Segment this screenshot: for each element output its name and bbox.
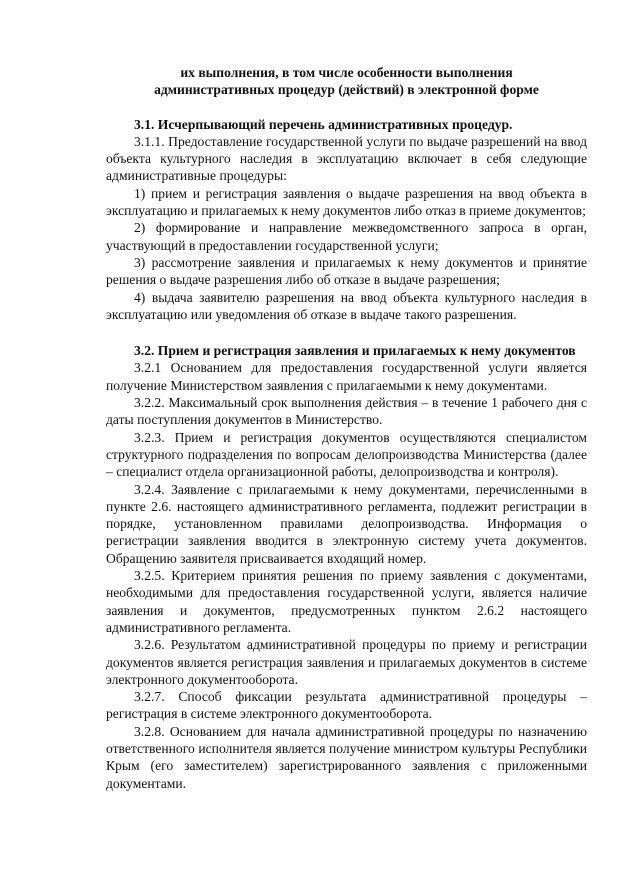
paragraph-3-1-1: 3.1.1. Предоставление государственной услуги по выдаче разрешений на ввод объекта культурного наследия в эксплуатацию включает в себя следующие административные процедуры: [106, 133, 587, 184]
spacer [106, 323, 587, 342]
paragraph-3-2-4: 3.2.4. Заявление с прилагаемыми к нему документами, перечисленными в пункте 2.6. настоящего административного регламента, подлежит регистрации в порядке, установленном правилами делопроизводства. Информация о регистрации заявления вводится в электронную систему учета документов. Обращению заявителя присваивается входящий номер. [106, 481, 587, 566]
paragraph-3-2-8: 3.2.8. Основанием для начала административной процедуры по назначению ответственного исполнителя является получение министром культуры Республики Крым (его заместителем) зарегистрированного заявления с приложенными документами. [106, 723, 587, 791]
section-3-1-title: 3.1. Исчерпывающий перечень административных процедур. [134, 116, 513, 132]
paragraph-3-2-7: 3.2.7. Способ фиксации результата административной процедуры – регистрация в системе электронного документооборота. [106, 689, 587, 722]
paragraph-3-2-1: 3.2.1 Основанием для предоставления государственной услуги является получение Министерством заявления с прилагаемыми к нему документами. [106, 360, 587, 393]
paragraph-3-2-3: 3.2.3. Прием и регистрация документов осуществляются специалистом структурного подразделения по вопросам делопроизводства Министерства (далее – специалист отдела организационной работы, делопроизводства и контроля). [106, 429, 587, 480]
list-item-2: 2) формирование и направление межведомственного запроса в орган, участвующий в предоставлении государственной услуги; [106, 220, 587, 253]
document-page [106, 64, 587, 792]
list-item-1: 1) прием и регистрация заявления о выдаче разрешения на ввод объекта в эксплуатацию и прилагаемых к нему документов либо отказ в приеме документов; [106, 185, 587, 219]
list-item-4: 4) выдача заявителю разрешения на ввод объекта культурного наследия в эксплуатацию или уведомления об отказе в выдаче такого разрешения. [106, 289, 587, 322]
section-heading-line-2: административных процедур (действий) в электронной форме [154, 82, 539, 98]
paragraph-3-2-5: 3.2.5. Критерием принятия решения по приему заявления с документами, необходимыми для предоставления государственной услуги, является наличие заявления и документов, предусмотренных пунктом 2.6.2 настоящего административного регламента. [106, 568, 587, 635]
spacer [106, 99, 587, 116]
paragraph-3-2-2: 3.2.2. Максимальный срок выполнения действия – в течение 1 рабочего дня с даты поступления документов в Министерство. [106, 395, 587, 428]
paragraph-3-2-6: 3.2.6. Результатом административной процедуры по приему и регистрации документов является регистрация заявления и прилагаемых документов в системе электронного документооборота. [106, 637, 587, 687]
section-3-2-title: 3.2. Прием и регистрация заявления и прилагаемых к нему документов [134, 343, 576, 359]
list-item-3: 3) рассмотрение заявления и прилагаемых к нему документов и принятие решения о выдаче разрешения либо об отказе в выдаче разрешения; [106, 254, 587, 288]
section-heading-line-1: их выполнения, в том числе особенности выполнения [180, 65, 513, 80]
